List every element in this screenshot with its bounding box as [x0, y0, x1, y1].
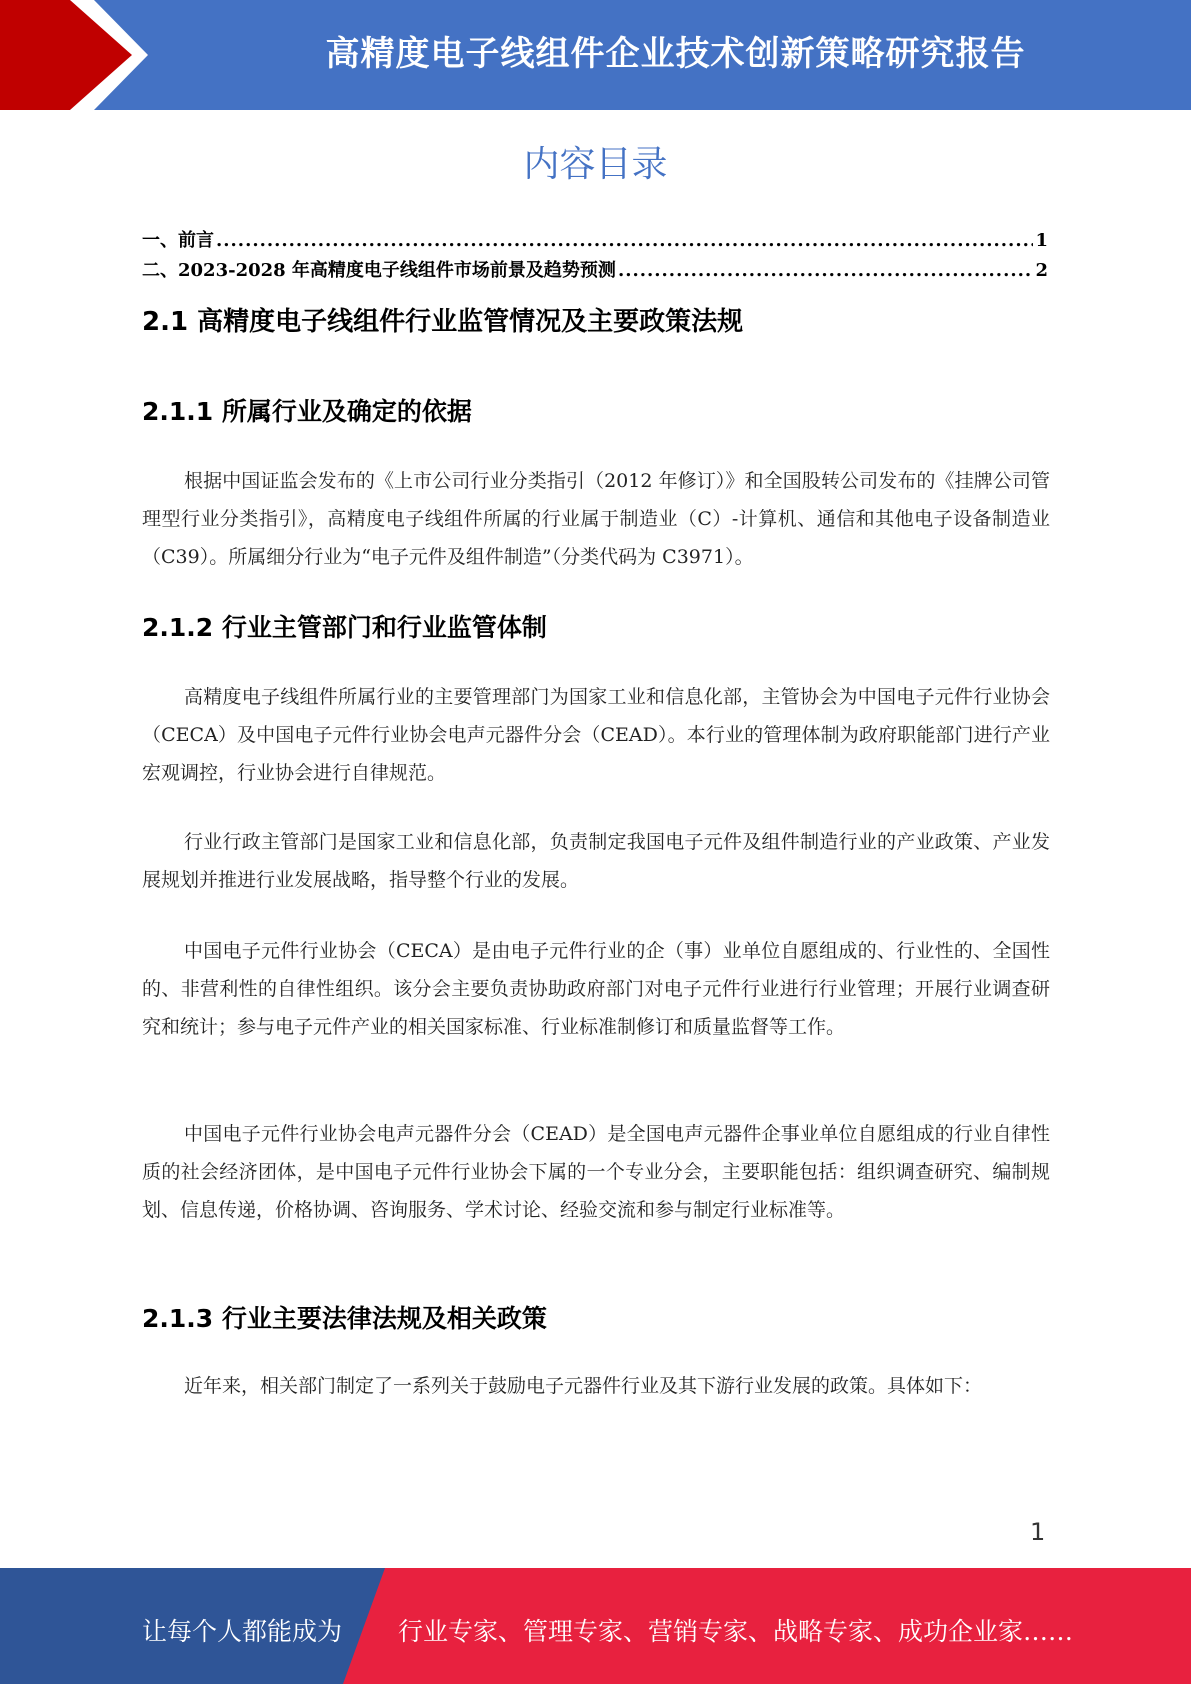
toc-item[interactable] [142, 226, 1048, 250]
paragraph: 近年来，相关部门制定了一系列关于鼓励电子元器件行业及其下游行业发展的政策。具体如下： [184, 1375, 983, 1397]
toc-leader-dots [618, 260, 1034, 281]
paragraph: 中国电子元件行业协会（CECA）是由电子元件行业的企（事）业单位自愿组成的、行业性的、全国性的、非营利性的自律性组织。该分会主要负责协助政府部门对电子元件行业进行行业管理；开展行业调查研究和统计；参与电子元件产业的相关国家标准、行业标准制修订和质量监督等工作。 [142, 940, 1050, 1038]
toc-item-page: 1 [1035, 230, 1048, 251]
footer-slogan-right: 行业专家、管理专家、营销专家、战略专家、成功企业家…… [398, 1617, 1074, 1646]
section-heading-2-1-2: 2.1.2 行业主管部门和行业监管体制 [142, 613, 547, 642]
toc-item-label: 一、前言 [142, 230, 214, 251]
toc-item-label: 二、2023-2028 年高精度电子线组件市场前景及趋势预测 [142, 260, 616, 281]
footer-slogan-left: 让每个人都能成为 [142, 1617, 343, 1646]
header-banner [0, 0, 1191, 110]
paragraph: 中国电子元件行业协会电声元器件分会（CEAD）是全国电声元器件企事业单位自愿组成的行业自律性质的社会经济团体，是中国电子元件行业协会下属的一个专业分会，主要职能包括：组织调查研究、编制规划、信息传递，价格协调、咨询服务、学术讨论、经验交流和参与制定行业标准等。 [142, 1123, 1050, 1221]
paragraph: 高精度电子线组件所属行业的主要管理部门为国家工业和信息化部，主管协会为中国电子元件行业协会（CECA）及中国电子元件行业协会电声元器件分会（CEAD）。本行业的管理体制为政府职能部门进行产业宏观调控，行业协会进行自律规范。 [142, 686, 1050, 784]
footer-banner [0, 1568, 1191, 1684]
toc-leader-dots [216, 230, 1033, 251]
toc-item[interactable] [142, 256, 1048, 280]
toc-title: 内容目录 [523, 144, 668, 185]
paragraph: 行业行政主管部门是国家工业和信息化部，负责制定我国电子元件及组件制造行业的产业政策、产业发展规划并推进行业发展战略，指导整个行业的发展。 [142, 831, 1050, 891]
toc-item-page: 2 [1035, 260, 1048, 281]
section-heading-2-1-3: 2.1.3 行业主要法律法规及相关政策 [142, 1304, 547, 1333]
report-title: 高精度电子线组件企业技术创新策略研究报告 [325, 34, 1026, 74]
page-number: 1 [1030, 1518, 1046, 1546]
paragraph: 根据中国证监会发布的《上市公司行业分类指引（2012 年修订）》和全国股转公司发布的《挂牌公司管理型行业分类指引》，高精度电子线组件所属的行业属于制造业（C）-计算机、通信和其他电子设备制造业（C39）。所属细分行业为“电子元件及组件制造”（分类代码为 C3971）。 [142, 470, 1050, 568]
section-heading-2-1-1: 2.1.1 所属行业及确定的依据 [142, 397, 472, 426]
section-heading-2-1: 2.1 高精度电子线组件行业监管情况及主要政策法规 [142, 307, 744, 337]
